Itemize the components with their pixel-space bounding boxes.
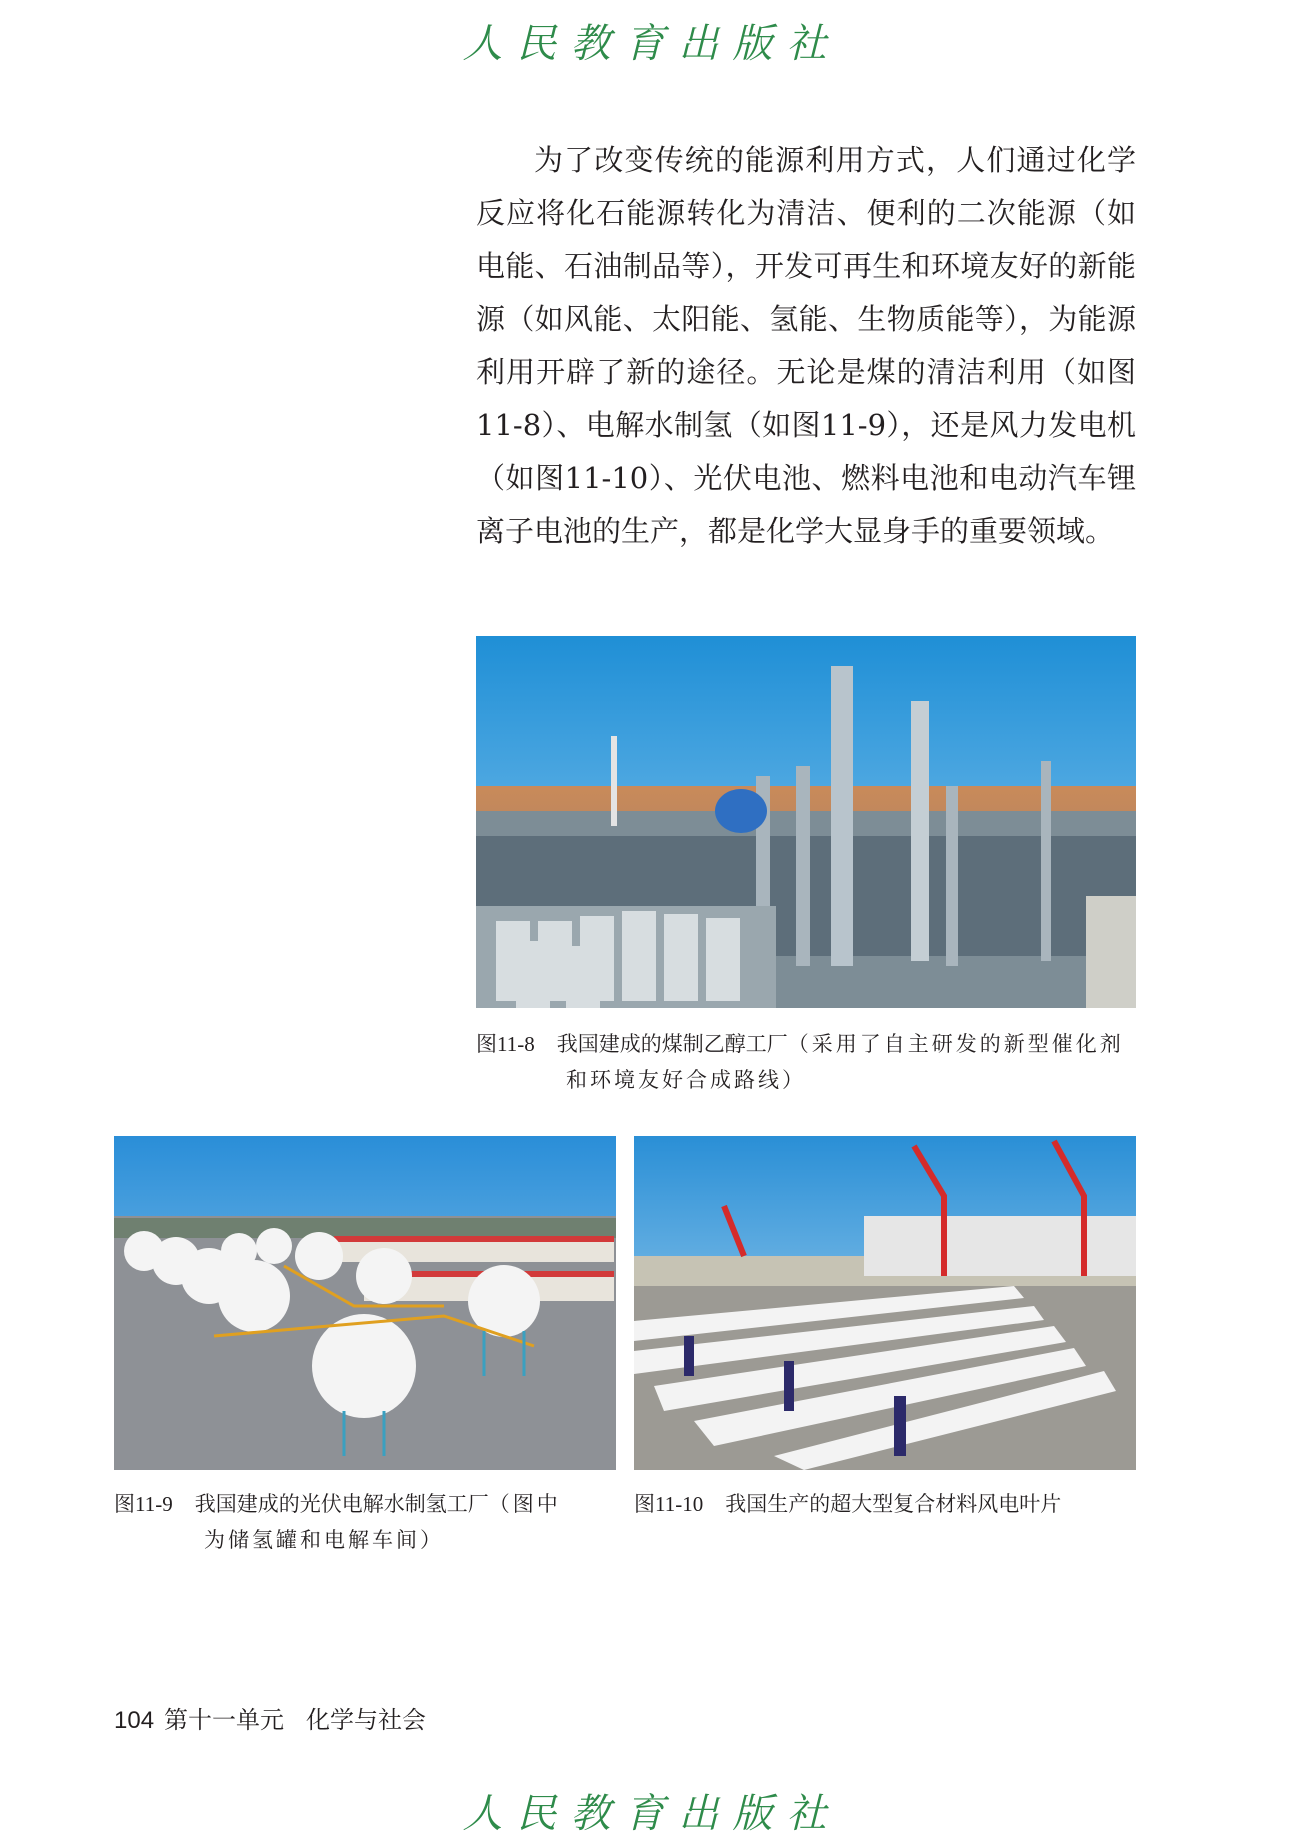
figure-caption-11-8 [476,1026,1156,1098]
figure-title: 我国生产的超大型复合材料风电叶片 [725,1492,1062,1516]
coal-ethanol-plant-photo [476,636,1136,1008]
figure-number: 图11-9 [114,1492,173,1516]
figure-number: 图11-10 [634,1492,704,1516]
body-paragraph: 为了改变传统的能源利用方式，人们通过化学反应将化石能源转化为清洁、便利的二次能源（如电能、石油制品等），开发可再生和环境友好的新能源（如风能、太阳能、氢能、生物质能等），为能源利用开辟了新的途径。无论是煤的清洁利用（如图11-8）、电解水制氢（如图11-9），还是风力发电机（如图11-10）、光伏电池、燃料电池和电动汽车锂离子电池的生产，都是化学大显身手的重要领域。 [476,143,1136,548]
figure-caption-11-10 [634,1486,1154,1522]
figure-note-continued: 和环境友好合成路线） [566,1068,806,1092]
page-number: 104 [114,1707,155,1734]
page-footer [114,1700,426,1735]
figure-title: 我国建成的光伏电解水制氢工厂 [194,1492,489,1516]
publisher-watermark-bottom: 人民教育出版社 [462,1791,841,1837]
publisher-watermark-top: 人民教育出版社 [462,21,841,67]
figure-note: （采用了自主研发的新型催化剂 [787,1032,1124,1056]
hydrogen-plant-photo [114,1136,616,1470]
figure-caption-11-9 [114,1486,634,1558]
figure-note-continued: 为储氢罐和电解车间） [204,1528,444,1552]
figure-note: （图中 [488,1492,561,1516]
unit-title: 化学与社会 [306,1706,427,1734]
figure-number: 图11-8 [476,1032,535,1056]
wind-blades-photo [634,1136,1136,1470]
figure-title: 我国建成的煤制乙醇工厂 [556,1032,788,1056]
body-text [476,134,1136,558]
unit-label: 第十一单元 [164,1706,285,1734]
